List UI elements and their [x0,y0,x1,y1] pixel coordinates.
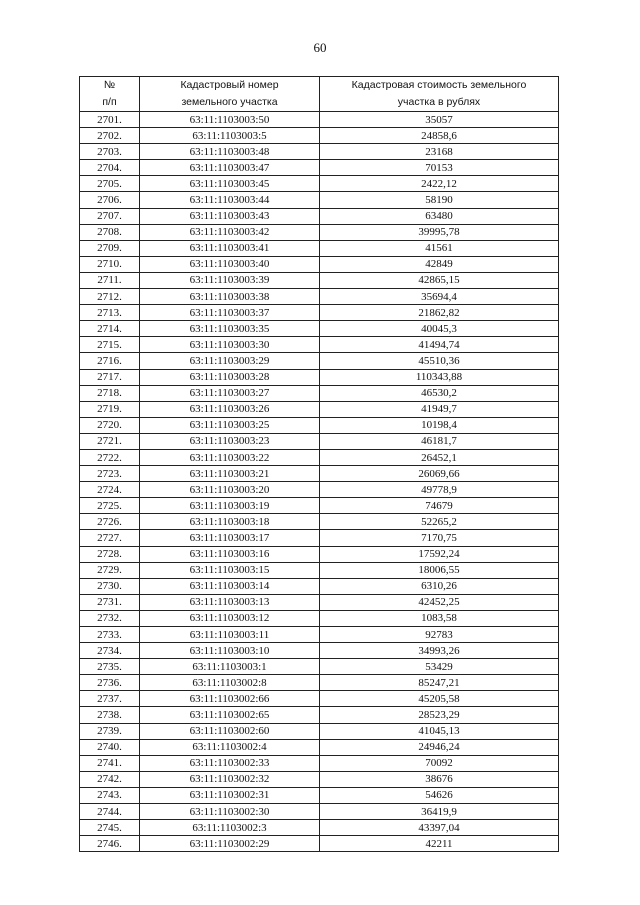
table-row [80,771,559,787]
table-row [80,256,559,272]
cadastral-number-cell: 63:11:1103003:50 [140,112,320,128]
cadastral-number-cell: 63:11:1103003:42 [140,224,320,240]
cadastral-number-cell: 63:11:1103002:8 [140,675,320,691]
table-row [80,128,559,144]
row-number-cell: 2734. [80,643,140,659]
row-number-cell: 2736. [80,675,140,691]
cadastral-value-cell: 41045,13 [320,723,559,739]
row-number-cell: 2746. [80,836,140,852]
row-number-cell: 2745. [80,820,140,836]
cadastral-number-cell: 63:11:1103003:38 [140,289,320,305]
cadastral-number-cell: 63:11:1103003:48 [140,144,320,160]
table-body [80,112,559,852]
cadastral-value-cell: 26069,66 [320,466,559,482]
cadastral-value-cell: 74679 [320,498,559,514]
row-number-cell: 2708. [80,224,140,240]
cadastral-number-cell: 63:11:1103002:65 [140,707,320,723]
cadastral-value-cell: 92783 [320,627,559,643]
cadastral-value-cell: 41494,74 [320,337,559,353]
table-row [80,353,559,369]
table-row [80,433,559,449]
cadastral-number-cell: 63:11:1103002:29 [140,836,320,852]
cadastral-number-cell: 63:11:1103003:39 [140,272,320,288]
cadastral-value-cell: 17592,24 [320,546,559,562]
cadastral-value-cell: 18006,55 [320,562,559,578]
cadastral-value-cell: 70153 [320,160,559,176]
cadastral-number-cell: 63:11:1103003:21 [140,466,320,482]
cadastral-number-cell: 63:11:1103003:1 [140,659,320,675]
cadastral-value-cell: 42452,25 [320,594,559,610]
cadastral-value-cell: 53429 [320,659,559,675]
table-row [80,787,559,803]
table-row [80,804,559,820]
cadastral-value-cell: 46530,2 [320,385,559,401]
cadastral-value-cell: 42865,15 [320,272,559,288]
cadastral-value-cell: 43397,04 [320,820,559,836]
table-row [80,562,559,578]
row-number-cell: 2743. [80,787,140,803]
table-row [80,820,559,836]
row-number-cell: 2726. [80,514,140,530]
row-number-cell: 2719. [80,401,140,417]
row-number-cell: 2718. [80,385,140,401]
table-row [80,691,559,707]
row-number-cell: 2742. [80,771,140,787]
row-number-cell: 2737. [80,691,140,707]
cadastral-value-cell: 21862,82 [320,305,559,321]
table-row [80,659,559,675]
cadastral-value-cell: 41561 [320,240,559,256]
table-row [80,192,559,208]
cadastral-number-cell: 63:11:1103002:60 [140,723,320,739]
cadastral-value-cell: 63480 [320,208,559,224]
row-number-cell: 2711. [80,272,140,288]
table-header-row [80,77,559,112]
row-number-cell: 2739. [80,723,140,739]
row-number-cell: 2733. [80,627,140,643]
row-number-cell: 2714. [80,321,140,337]
table-row [80,482,559,498]
row-number-cell: 2735. [80,659,140,675]
row-number-cell: 2721. [80,433,140,449]
cadastral-value-cell: 24858,6 [320,128,559,144]
cadastral-number-cell: 63:11:1103003:10 [140,643,320,659]
cadastral-value-cell: 28523,29 [320,707,559,723]
row-number-cell: 2728. [80,546,140,562]
cadastral-value-cell: 7170,75 [320,530,559,546]
cadastral-value-cell: 34993,26 [320,643,559,659]
table-row [80,546,559,562]
table-row [80,723,559,739]
row-number-cell: 2716. [80,353,140,369]
row-number-cell: 2727. [80,530,140,546]
cadastral-value-cell: 42211 [320,836,559,852]
cadastral-number-cell: 63:11:1103003:47 [140,160,320,176]
cadastral-number-cell: 63:11:1103002:30 [140,804,320,820]
row-number-cell: 2701. [80,112,140,128]
cadastral-value-cell: 38676 [320,771,559,787]
cadastral-number-cell: 63:11:1103003:19 [140,498,320,514]
table-row [80,289,559,305]
table-row [80,627,559,643]
table-row [80,385,559,401]
table-row [80,836,559,852]
header-row-number: № п/п [80,77,140,112]
cadastral-number-cell: 63:11:1103003:37 [140,305,320,321]
table-row [80,449,559,465]
row-number-cell: 2707. [80,208,140,224]
table-row [80,401,559,417]
table-row [80,144,559,160]
cadastral-number-cell: 63:11:1103003:45 [140,176,320,192]
table-row [80,321,559,337]
cadastral-number-cell: 63:11:1103002:66 [140,691,320,707]
cadastral-number-cell: 63:11:1103003:18 [140,514,320,530]
row-number-cell: 2731. [80,594,140,610]
cadastral-value-cell: 36419,9 [320,804,559,820]
row-number-cell: 2712. [80,289,140,305]
cadastral-number-cell: 63:11:1103003:15 [140,562,320,578]
table-row [80,240,559,256]
cadastral-value-cell: 39995,78 [320,224,559,240]
row-number-cell: 2705. [80,176,140,192]
header-cadastral-number: Кадастровый номер земельного участка [140,77,320,112]
table-row [80,675,559,691]
row-number-cell: 2744. [80,804,140,820]
table-row [80,739,559,755]
cadastral-number-cell: 63:11:1103002:31 [140,787,320,803]
table-row [80,337,559,353]
table-row [80,466,559,482]
row-number-cell: 2740. [80,739,140,755]
row-number-cell: 2738. [80,707,140,723]
cadastral-number-cell: 63:11:1103003:20 [140,482,320,498]
cadastral-value-cell: 10198,4 [320,417,559,433]
cadastral-value-cell: 35694,4 [320,289,559,305]
cadastral-number-cell: 63:11:1103003:30 [140,337,320,353]
table-row [80,369,559,385]
cadastral-number-cell: 63:11:1103003:23 [140,433,320,449]
cadastral-value-cell: 45510,36 [320,353,559,369]
cadastral-value-cell: 35057 [320,112,559,128]
cadastral-number-cell: 63:11:1103003:43 [140,208,320,224]
table-row [80,112,559,128]
cadastral-value-cell: 24946,24 [320,739,559,755]
cadastral-number-cell: 63:11:1103003:40 [140,256,320,272]
cadastral-value-cell: 41949,7 [320,401,559,417]
row-number-cell: 2724. [80,482,140,498]
table-row [80,272,559,288]
cadastral-number-cell: 63:11:1103002:4 [140,739,320,755]
row-number-cell: 2704. [80,160,140,176]
row-number-cell: 2723. [80,466,140,482]
table-row [80,176,559,192]
header-cadastral-value: Кадастровая стоимость земельного участка в рублях [320,77,559,112]
table-row [80,305,559,321]
cadastral-value-cell: 46181,7 [320,433,559,449]
cadastral-value-cell: 49778,9 [320,482,559,498]
cadastral-number-cell: 63:11:1103003:11 [140,627,320,643]
cadastral-number-cell: 63:11:1103003:26 [140,401,320,417]
table-row [80,610,559,626]
page-number: 60 [313,40,327,55]
cadastral-number-cell: 63:11:1103003:41 [140,240,320,256]
cadastral-number-cell: 63:11:1103002:32 [140,771,320,787]
row-number-cell: 2729. [80,562,140,578]
cadastral-value-cell: 23168 [320,144,559,160]
cadastre-table [79,76,559,852]
table-row [80,594,559,610]
table-row [80,208,559,224]
cadastral-value-cell: 54626 [320,787,559,803]
row-number-cell: 2730. [80,578,140,594]
table-row [80,643,559,659]
row-number-cell: 2717. [80,369,140,385]
cadastral-number-cell: 63:11:1103003:25 [140,417,320,433]
cadastral-value-cell: 85247,21 [320,675,559,691]
cadastral-value-cell: 58190 [320,192,559,208]
cadastral-number-cell: 63:11:1103003:29 [140,353,320,369]
cadastral-value-cell: 110343,88 [320,369,559,385]
row-number-cell: 2741. [80,755,140,771]
cadastral-number-cell: 63:11:1103003:13 [140,594,320,610]
row-number-cell: 2732. [80,610,140,626]
table-row [80,224,559,240]
table-row [80,160,559,176]
cadastral-number-cell: 63:11:1103003:5 [140,128,320,144]
cadastral-value-cell: 70092 [320,755,559,771]
cadastral-number-cell: 63:11:1103003:22 [140,449,320,465]
cadastral-value-cell: 42849 [320,256,559,272]
cadastral-number-cell: 63:11:1103003:44 [140,192,320,208]
cadastral-number-cell: 63:11:1103003:12 [140,610,320,626]
table-row [80,530,559,546]
cadastral-number-cell: 63:11:1103002:33 [140,755,320,771]
cadastral-number-cell: 63:11:1103003:16 [140,546,320,562]
table-row [80,514,559,530]
row-number-cell: 2722. [80,449,140,465]
cadastral-value-cell: 40045,3 [320,321,559,337]
cadastral-value-cell: 52265,2 [320,514,559,530]
row-number-cell: 2709. [80,240,140,256]
cadastral-number-cell: 63:11:1103003:28 [140,369,320,385]
cadastral-number-cell: 63:11:1103003:27 [140,385,320,401]
row-number-cell: 2720. [80,417,140,433]
table-row [80,498,559,514]
cadastral-number-cell: 63:11:1103002:3 [140,820,320,836]
row-number-cell: 2715. [80,337,140,353]
cadastral-number-cell: 63:11:1103003:17 [140,530,320,546]
cadastral-value-cell: 6310,26 [320,578,559,594]
cadastral-number-cell: 63:11:1103003:35 [140,321,320,337]
row-number-cell: 2706. [80,192,140,208]
row-number-cell: 2713. [80,305,140,321]
row-number-cell: 2703. [80,144,140,160]
cadastral-number-cell: 63:11:1103003:14 [140,578,320,594]
table-row [80,417,559,433]
cadastral-value-cell: 1083,58 [320,610,559,626]
table-row [80,578,559,594]
cadastral-value-cell: 45205,58 [320,691,559,707]
row-number-cell: 2702. [80,128,140,144]
cadastral-value-cell: 2422,12 [320,176,559,192]
table-row [80,755,559,771]
row-number-cell: 2725. [80,498,140,514]
row-number-cell: 2710. [80,256,140,272]
table-row [80,707,559,723]
cadastral-value-cell: 26452,1 [320,449,559,465]
